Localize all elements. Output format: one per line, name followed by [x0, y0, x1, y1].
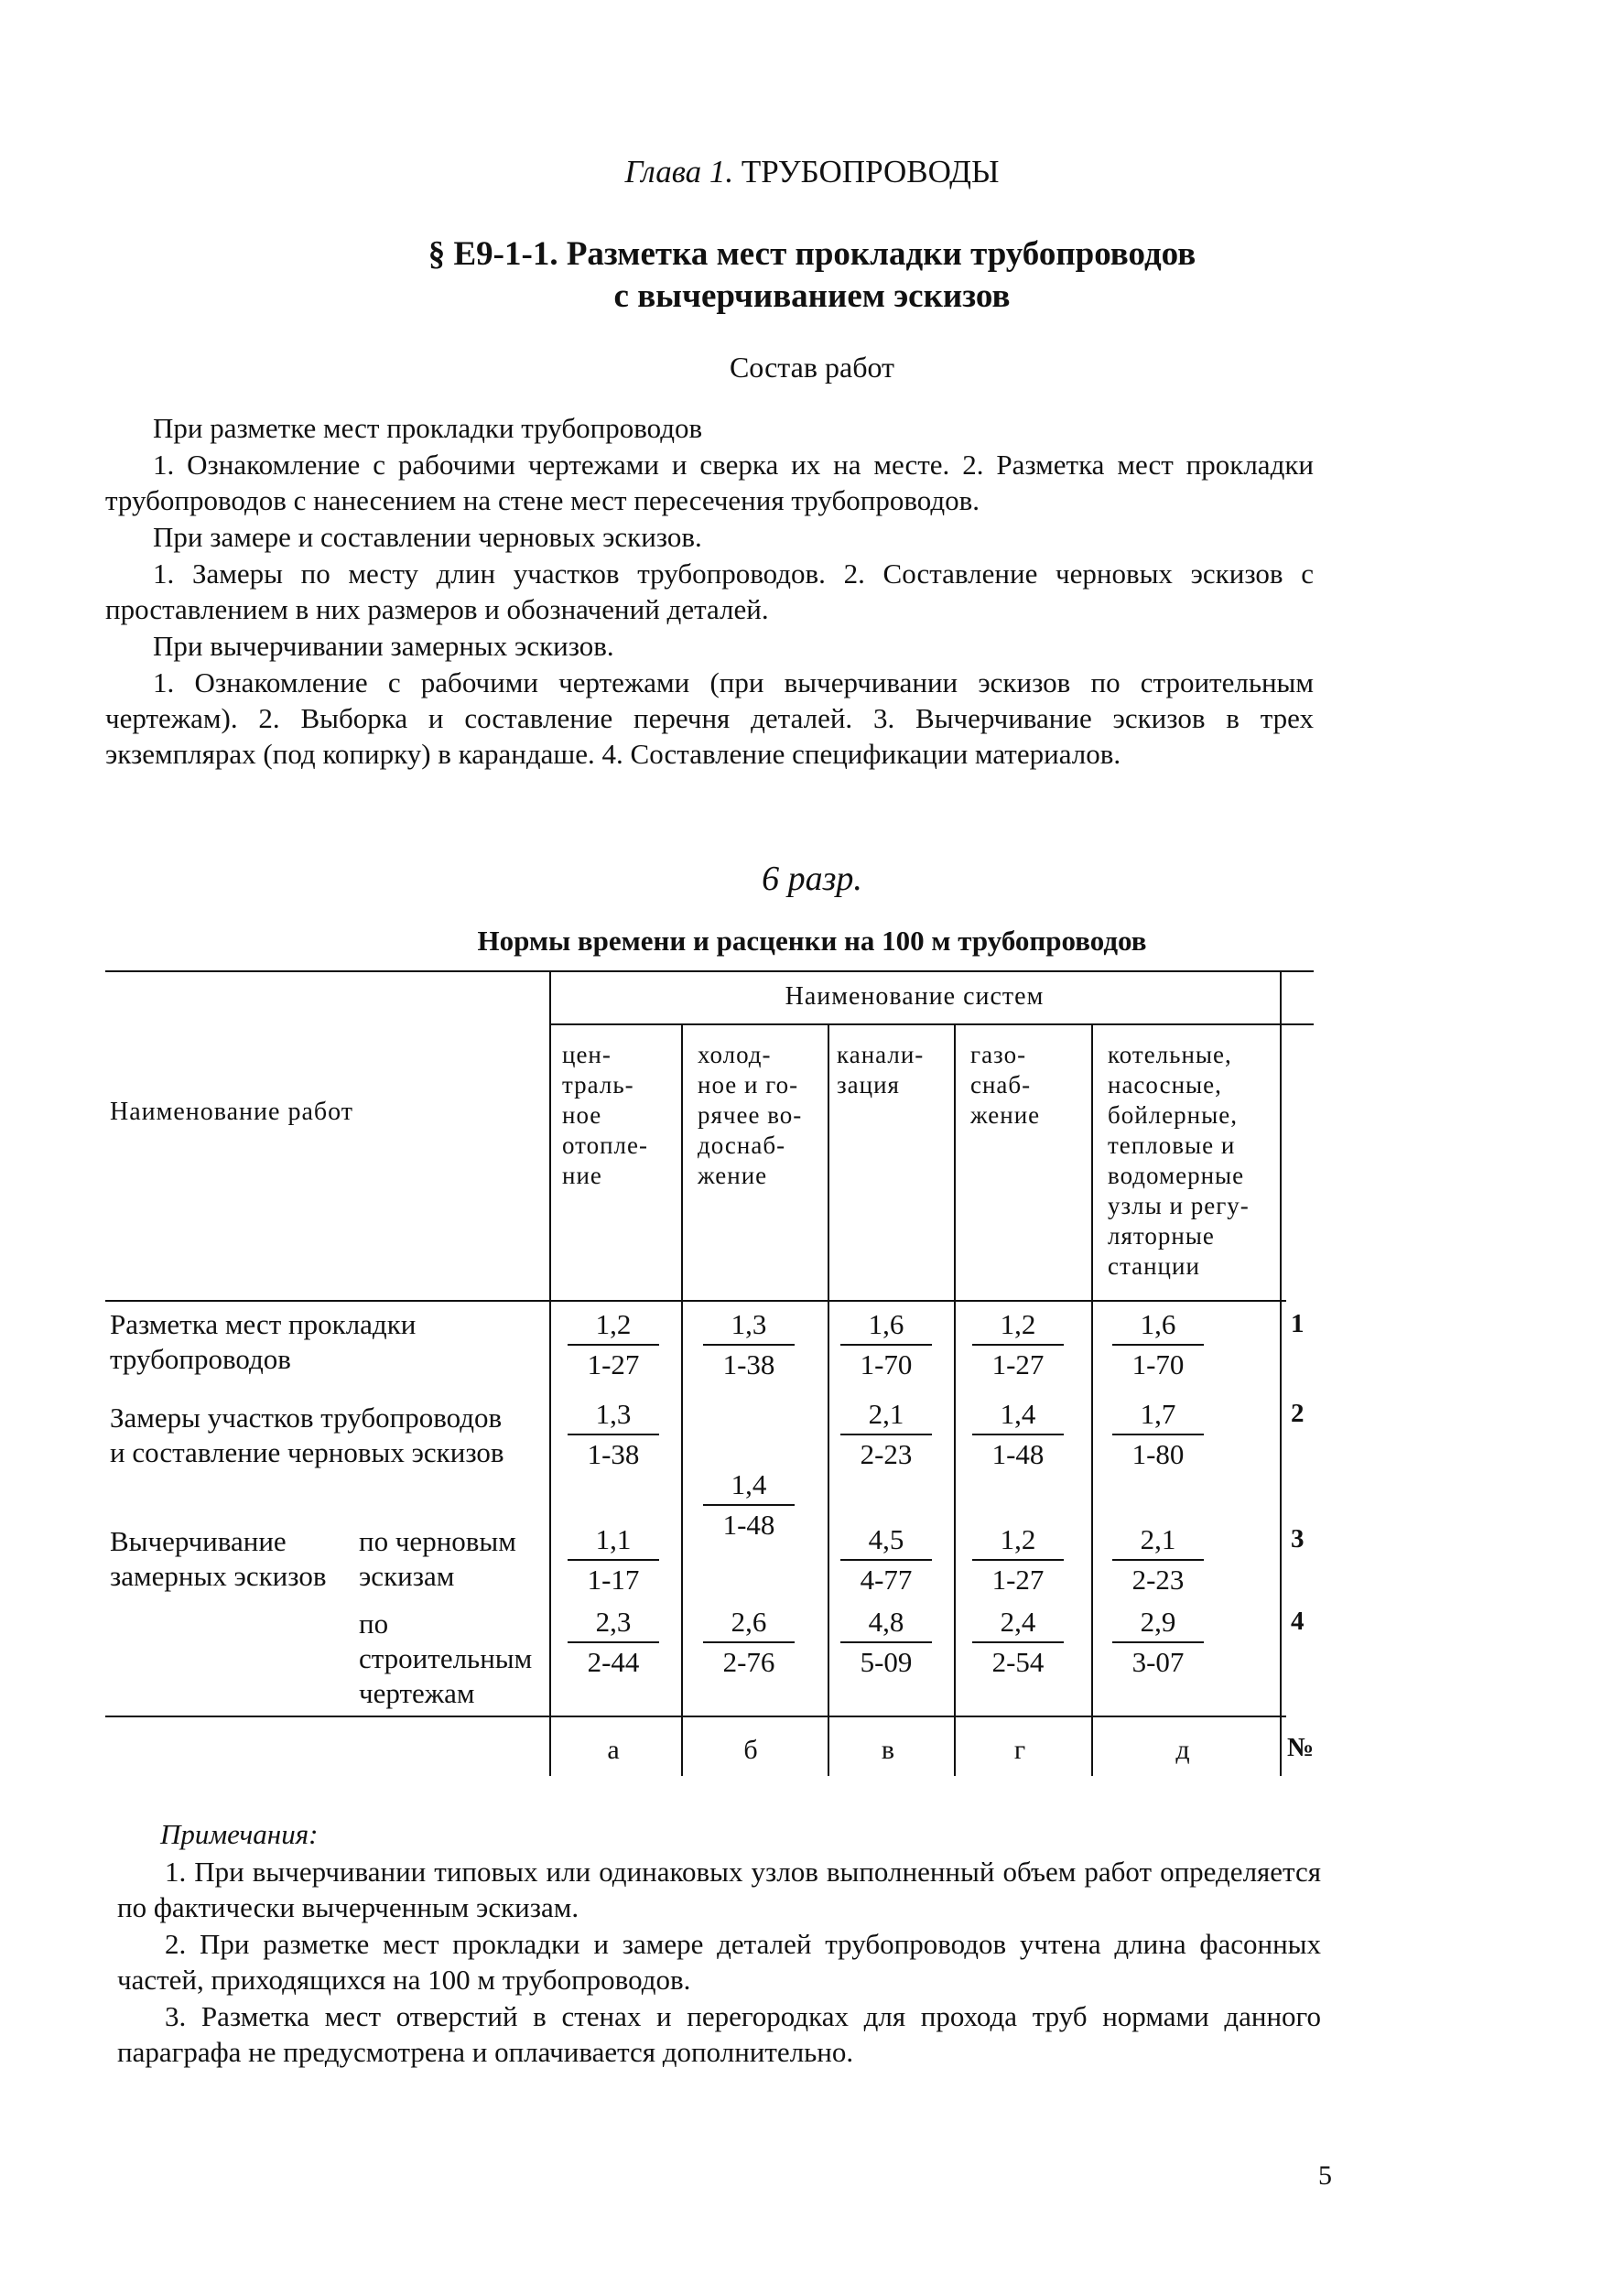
row-work-name: Замеры участков трубопроводов и составление черновых эскизов — [110, 1402, 504, 1468]
header-works: Наименование работ — [110, 1098, 353, 1126]
norm-cell — [972, 1309, 1064, 1380]
norm-rate: 1-80 — [1131, 1438, 1185, 1470]
norm-cell — [972, 1607, 1064, 1678]
header-bottom-rule — [105, 1300, 1286, 1302]
row-work-name: Вычерчивание замерных эскизов — [110, 1525, 327, 1592]
column-header: газо- снаб- жение — [970, 1041, 1041, 1129]
norm-cell — [703, 1607, 795, 1678]
norm-rate: 3-07 — [1131, 1646, 1185, 1678]
norm-cell — [1112, 1399, 1204, 1470]
column-header: котельные, насосные, бойлерные, тепловые и водомерные узлы и регу- ляторные станции — [1108, 1041, 1250, 1280]
paragraph: 1. Ознакомление с рабочими чертежами и сверка их на месте. 2. Разметка мест прокладки трубопроводов с нанесением на стене мест пересечения трубопроводов. — [105, 449, 1314, 516]
col-rule — [681, 1023, 683, 1776]
col-rule-rownum — [1280, 970, 1282, 1776]
norm-time: 2,1 — [840, 1399, 932, 1435]
norm-cell — [1112, 1309, 1204, 1380]
norm-time: 1,3 — [703, 1309, 795, 1346]
norm-rate: 2-76 — [722, 1646, 775, 1678]
col-rule — [828, 1023, 829, 1776]
norm-time: 1,6 — [1112, 1309, 1204, 1346]
note: 1. При вычерчивании типовых или одинаковых узлов выполненный объем работ определяется по фактически вычерченным эскизам. — [117, 1856, 1321, 1923]
row-number: 1 — [1291, 1309, 1305, 1338]
column-letter: в — [881, 1735, 895, 1765]
row-number: 2 — [1291, 1399, 1305, 1428]
notes-title: Примечания: — [160, 1818, 319, 1850]
norm-cell — [1112, 1524, 1204, 1596]
norm-time: 1,1 — [568, 1524, 659, 1561]
norm-time: 1,3 — [568, 1399, 659, 1435]
norm-rate: 1-48 — [991, 1438, 1045, 1470]
column-letter: б — [743, 1735, 758, 1765]
norm-cell — [568, 1309, 659, 1380]
norm-time: 1,4 — [972, 1399, 1064, 1435]
norm-cell — [568, 1524, 659, 1596]
norm-time: 2,9 — [1112, 1607, 1204, 1643]
chapter-label: Глава 1. — [624, 154, 734, 189]
norm-time: 1,2 — [972, 1524, 1064, 1561]
norm-rate: 2-44 — [587, 1646, 640, 1678]
norm-cell — [840, 1524, 932, 1596]
norm-rate: 1-70 — [860, 1348, 913, 1380]
paragraph: При замере и составлении черновых эскизов. — [153, 521, 702, 553]
norm-time: 2,3 — [568, 1607, 659, 1643]
norm-cell-merged — [703, 1469, 795, 1541]
norm-time: 4,5 — [840, 1524, 932, 1561]
body-bottom-rule — [105, 1716, 1286, 1717]
column-header: цен- траль- ное отопле- ние — [562, 1041, 648, 1189]
column-header: холод- ное и го- рячее во- доснаб- жение — [698, 1041, 803, 1189]
column-letter: а — [607, 1735, 620, 1765]
column-letter: г — [1013, 1735, 1026, 1765]
norm-rate: 1-38 — [587, 1438, 640, 1470]
norm-cell — [568, 1399, 659, 1470]
norm-rate: 1-27 — [587, 1348, 640, 1380]
norm-rate: 1-70 — [1131, 1348, 1185, 1380]
row-number: 4 — [1291, 1607, 1305, 1636]
norm-time: 2,4 — [972, 1607, 1064, 1643]
norm-rate: 5-09 — [860, 1646, 913, 1678]
norm-time: 2,6 — [703, 1607, 795, 1643]
table-top-rule — [105, 970, 1314, 972]
column-header: канали- зация — [837, 1041, 925, 1099]
section-title — [0, 233, 1624, 318]
row-subwork-name: по строительным чертежам — [359, 1608, 533, 1709]
paragraph: При разметке мест прокладки трубопроводов — [153, 412, 703, 444]
norm-rate: 1-48 — [722, 1509, 775, 1541]
norm-cell — [568, 1607, 659, 1678]
paragraph: 1. Ознакомление с рабочими чертежами (при вычерчивании эскизов по строительным чертежам). 2. Выборка и составление перечня деталей. 3. Вычерчивание эскизов в трех экземплярах (под копирку) в карандаше. 4. Составление спецификации материалов. — [105, 666, 1314, 770]
norm-rate: 2-23 — [1131, 1564, 1185, 1596]
row-number-label: № — [1287, 1733, 1315, 1762]
norm-rate: 1-17 — [587, 1564, 640, 1596]
norm-time: 4,8 — [840, 1607, 932, 1643]
note: 3. Разметка мест отверстий в стенах и перегородках для прохода труб нормами данного параграфа не предусмотрена и оплачивается дополнительно. — [117, 2000, 1321, 2068]
row-subwork-name: по черновым эскизам — [359, 1525, 516, 1592]
column-letter: д — [1175, 1735, 1190, 1765]
row-work-name: Разметка мест прокладки трубопроводов — [110, 1308, 417, 1375]
norm-rate: 2-54 — [991, 1646, 1045, 1678]
norm-rate: 1-38 — [722, 1348, 775, 1380]
row-number: 3 — [1291, 1524, 1305, 1553]
header-systems: Наименование систем — [785, 982, 1045, 1011]
table-caption: Нормы времени и расценки на 100 м трубопроводов — [477, 925, 1147, 957]
chapter-heading — [0, 154, 1624, 190]
chapter-title: ТРУБОПРОВОДЫ — [741, 154, 1000, 189]
norm-cell — [840, 1309, 932, 1380]
norm-rate: 2-23 — [860, 1438, 913, 1470]
norm-cell — [840, 1399, 932, 1470]
col-rule — [549, 970, 551, 1776]
col-rule — [954, 1023, 956, 1776]
section-title-line1: § Е9-1-1. Разметка мест прокладки трубопроводов — [428, 235, 1196, 273]
norm-time: 2,1 — [1112, 1524, 1204, 1561]
section-title-line2: с вычерчиванием эскизов — [613, 277, 1011, 315]
norm-rate: 4-77 — [860, 1564, 913, 1596]
norm-cell — [972, 1399, 1064, 1470]
norm-cell — [1112, 1607, 1204, 1678]
norm-rate: 1-27 — [991, 1348, 1045, 1380]
norm-cell — [840, 1607, 932, 1678]
subheading: Состав работ — [729, 351, 895, 384]
norm-time: 1,2 — [972, 1309, 1064, 1346]
norm-time: 1,6 — [840, 1309, 932, 1346]
norm-time: 1,4 — [703, 1469, 795, 1506]
page-number: 5 — [1318, 2160, 1332, 2191]
norm-rate: 1-27 — [991, 1564, 1045, 1596]
norm-cell — [972, 1524, 1064, 1596]
grade-label: 6 разр. — [762, 860, 862, 898]
paragraph: При вычерчивании замерных эскизов. — [153, 630, 614, 662]
paragraph: 1. Замеры по месту длин участков трубопроводов. 2. Составление черновых эскизов с проставлением в них размеров и обозначений деталей. — [105, 558, 1314, 625]
header-group-rule — [549, 1023, 1314, 1025]
norm-time: 1,2 — [568, 1309, 659, 1346]
col-rule — [1091, 1023, 1093, 1776]
note: 2. При разметке мест прокладки и замере деталей трубопроводов учтена длина фасонных частей, приходящихся на 100 м трубопроводов. — [117, 1928, 1321, 1996]
norm-time: 1,7 — [1112, 1399, 1204, 1435]
norm-cell — [703, 1309, 795, 1380]
